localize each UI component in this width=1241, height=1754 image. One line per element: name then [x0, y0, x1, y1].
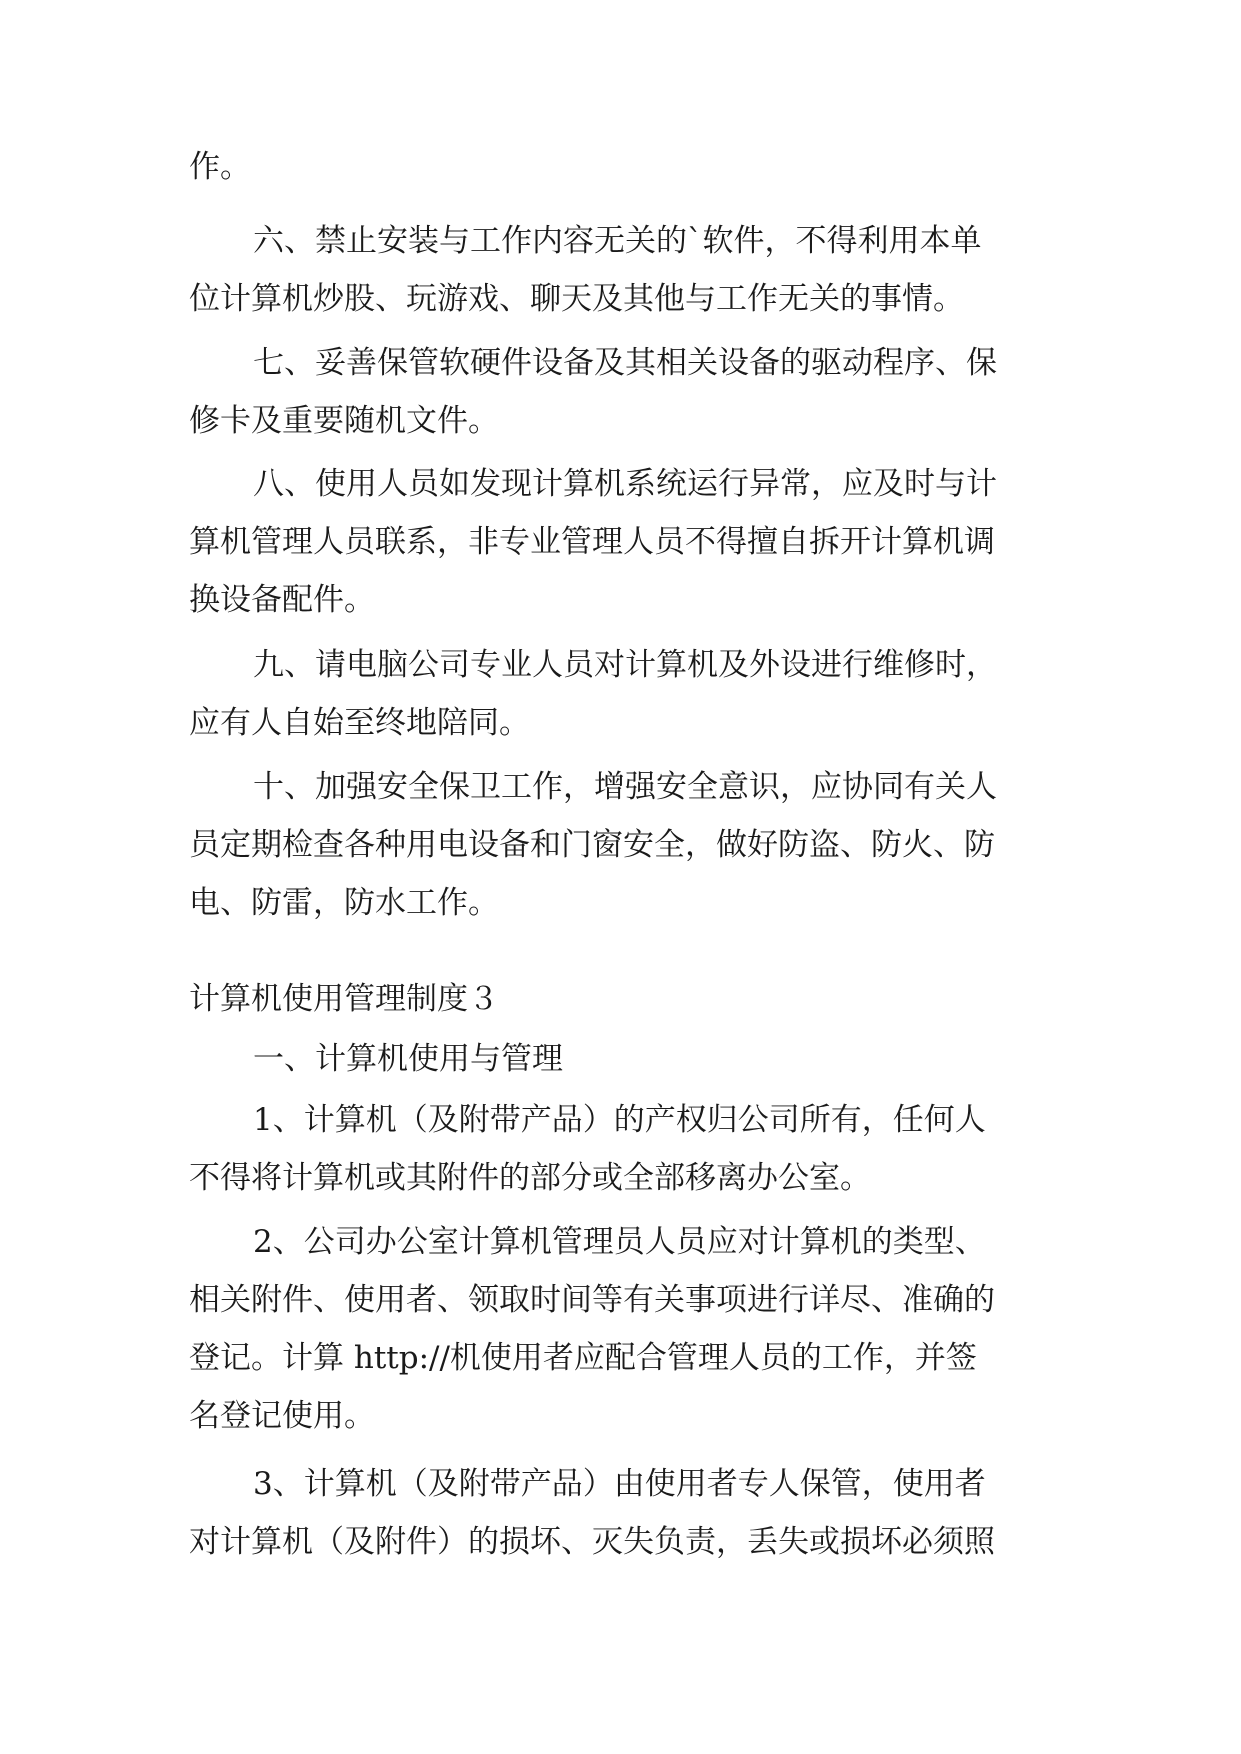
paragraph-line: 不得将计算机或其附件的部分或全部移离办公室。	[189, 1160, 871, 1196]
paragraph-line: 换设备配件。	[189, 582, 375, 618]
section-paragraph-1	[189, 1091, 1049, 1207]
paragraph-line: 3、计算机（及附带产品）由使用者专人保管，使用者	[253, 1466, 986, 1502]
paragraph-item-9	[189, 636, 1049, 752]
paragraph-item-10	[189, 758, 1049, 932]
paragraph-item-6	[189, 212, 1049, 328]
paragraph-line: 作。	[189, 149, 251, 185]
paragraph-line: 九、请电脑公司专业人员对计算机及外设进行维修时，	[253, 647, 997, 683]
paragraph-line: 相关附件、使用者、领取时间等有关事项进行详尽、准确的	[189, 1282, 995, 1318]
section-heading-1	[189, 1030, 1049, 1088]
paragraph-continuation	[189, 138, 1049, 196]
paragraph-line: 1、计算机（及附带产品）的产权归公司所有，任何人	[253, 1102, 986, 1138]
paragraph-item-7	[189, 334, 1049, 450]
paragraph-line: 员定期检查各种用电设备和门窗安全，做好防盗、防火、防	[189, 827, 995, 863]
paragraph-line: 修卡及重要随机文件。	[189, 403, 499, 439]
paragraph-line: 一、计算机使用与管理	[253, 1041, 563, 1077]
paragraph-line: 应有人自始至终地陪同。	[189, 705, 530, 741]
paragraph-line: 电、防雷，防水工作。	[189, 885, 499, 921]
section-title: 计算机使用管理制度３	[189, 981, 499, 1017]
paragraph-line: 2、公司办公室计算机管理员人员应对计算机的类型、	[253, 1224, 986, 1260]
section-paragraph-3	[189, 1455, 1049, 1571]
paragraph-line: 登记。计算 http://机使用者应配合管理人员的工作，并签	[189, 1340, 977, 1376]
section-paragraph-2	[189, 1213, 1049, 1445]
paragraph-line: 七、妥善保管软硬件设备及其相关设备的驱动程序、保	[253, 345, 997, 381]
paragraph-line: 位计算机炒股、玩游戏、聊天及其他与工作无关的事情。	[189, 281, 964, 317]
paragraph-line: 六、禁止安装与工作内容无关的`软件，不得利用本单	[253, 223, 982, 259]
paragraph-item-8	[189, 455, 1049, 629]
paragraph-line: 十、加强安全保卫工作，增强安全意识，应协同有关人	[253, 769, 997, 805]
paragraph-line: 算机管理人员联系，非专业管理人员不得擅自拆开计算机调	[189, 524, 995, 560]
paragraph-line: 对计算机（及附件）的损坏、灭失负责，丢失或损坏必须照	[189, 1524, 995, 1560]
paragraph-line: 八、使用人员如发现计算机系统运行异常，应及时与计	[253, 466, 997, 502]
paragraph-line: 名登记使用。	[189, 1398, 375, 1434]
